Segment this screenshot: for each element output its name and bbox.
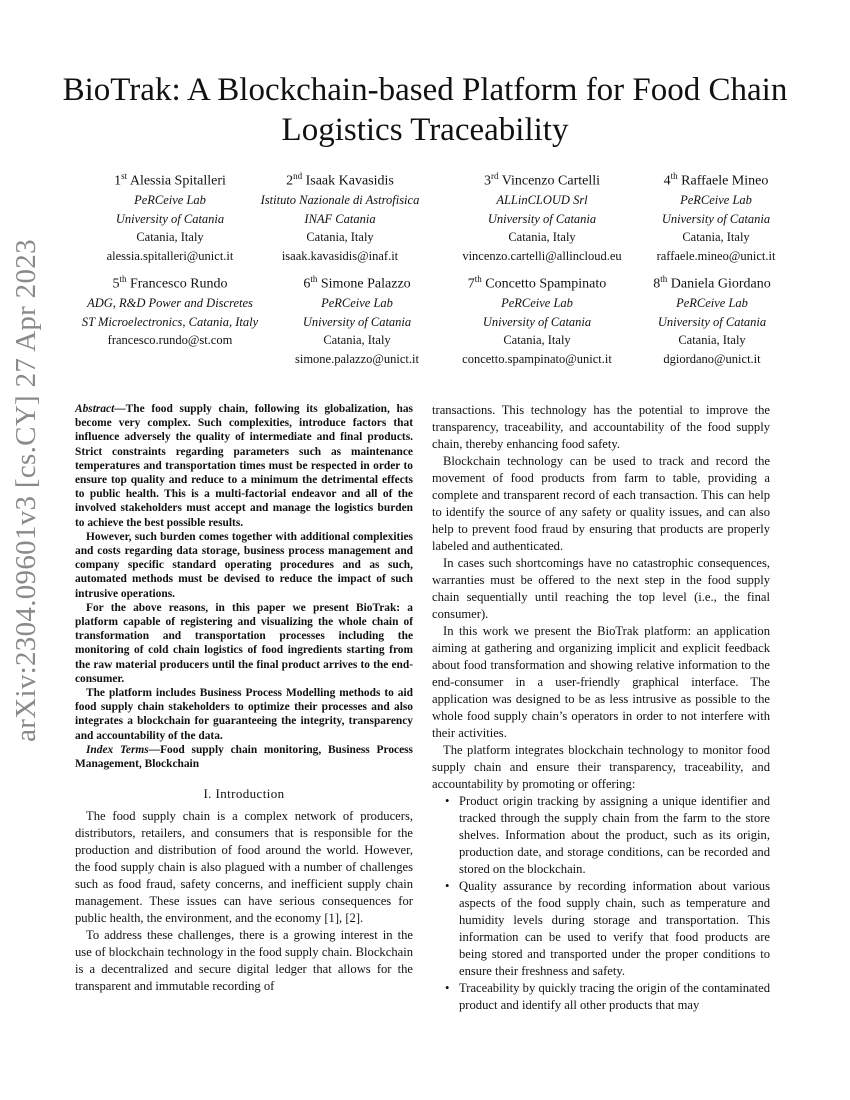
- author-email: concetto.spampinato@unict.it: [462, 351, 612, 366]
- author-email: isaak.kavasidis@inaf.it: [281, 248, 399, 263]
- author-name: 3rd Vincenzo Cartelli: [483, 171, 601, 189]
- abstract-paragraph: The platform includes Business Process Modelling methods to aid food supply chain stakeholders to optimize their processes and also integrates a blockchain for guaranteeing the integrity, transparency and accountability of the data.: [75, 687, 413, 742]
- abstract-label: Abstract: [75, 403, 115, 415]
- author-5: [55, 270, 285, 350]
- author-7: [432, 270, 642, 368]
- author-name: 4th Raffaele Mineo: [663, 171, 769, 189]
- author-affiliation: University of Catania: [302, 314, 412, 329]
- author-affiliation: PeRCeive Lab: [501, 296, 573, 311]
- author-affiliation: INAF Catania: [304, 211, 376, 226]
- author-location: Catania, Italy: [508, 230, 576, 245]
- author-name: 6th Simone Palazzo: [303, 274, 411, 292]
- author-affiliation: PeRCeive Lab: [676, 296, 748, 311]
- author-location: Catania, Italy: [503, 333, 571, 348]
- author-name: 8th Daniela Giordano: [653, 274, 771, 292]
- author-location: Catania, Italy: [682, 230, 750, 245]
- list-item: • Product origin tracking by assigning a unique identifier and tracked through the supply chain from the farm to the store shelves. Information about the product, such as its origin, production date, and storage conditions, can be recorded and stored on the blockchain.: [459, 793, 770, 878]
- arxiv-identifier-text: arXiv:2304.09601v3 [cs.CY] 27 Apr 2023: [9, 238, 42, 742]
- author-3: [422, 167, 662, 265]
- author-location: Catania, Italy: [678, 333, 746, 348]
- list-item: • Quality assurance by recording information about various aspects of the food supply chain, such as temperature and humidity levels during storage and transportation. This information can be used to verify that food products are being stored and transported under the proper conditions to ensure their freshness and safety.: [459, 878, 770, 980]
- body-paragraph: The food supply chain is a complex network of producers, distributors, retailers, and consumers that is responsible for the production and distribution of food around the world. However, the food supply chain is also plagued with a number of challenges such as food fraud, safety concerns, and inefficient supply chain management. These issues can have serious consequences for public health, the environment, and the economy [1], [2].: [75, 809, 413, 926]
- body-paragraph: To address these challenges, there is a growing interest in the use of blockchain technology in the food supply chain. Blockchain is a decentralized and secure digital ledger that allows for the transparent and immutable recording of: [75, 928, 413, 994]
- author-name: 7th Concetto Spampinato: [467, 274, 607, 292]
- author-affiliation: ADG, R&D Power and Discretes: [87, 296, 253, 311]
- abstract: [75, 402, 413, 771]
- abstract-paragraph: Abstract—The food supply chain, following its globalization, has become very complex. Such complexities, introduce factors that influence adversely the quality of intermediate and final products. Strict constraints regarding parameters such as maintenance temperatures and transportation times must be respected in order to ensure top quality and reduce to a minimum the detrimental effects to public health. This is a multi-factorial endeavor and all of the involved stakeholders must accept and manage the logistics burden to achieve the best possible results.: [75, 403, 413, 529]
- author-location: Catania, Italy: [136, 230, 204, 245]
- author-name: 1st Alessia Spitalleri: [114, 171, 226, 189]
- author-4: [627, 167, 805, 265]
- feature-list: [432, 793, 770, 1014]
- author-affiliation: PeRCeive Lab: [321, 296, 393, 311]
- author-affiliation: University of Catania: [661, 211, 771, 226]
- author-location: Catania, Italy: [323, 333, 391, 348]
- author-affiliation: University of Catania: [657, 314, 767, 329]
- body-paragraph: The platform integrates blockchain technology to monitor food supply chain and ensure their transparency, traceability, and accountability by promoting or offering:: [432, 743, 770, 791]
- author-name: 5th Francesco Rundo: [112, 274, 228, 292]
- author-email: simone.palazzo@unict.it: [295, 351, 419, 366]
- author-email: vincenzo.cartelli@allincloud.eu: [462, 248, 622, 263]
- left-column: [75, 402, 413, 995]
- author-affiliation: University of Catania: [487, 211, 597, 226]
- author-2: [225, 167, 455, 265]
- author-affiliation: PeRCeive Lab: [680, 193, 752, 208]
- author-affiliation: PeRCeive Lab: [134, 193, 206, 208]
- list-item: • Traceability by quickly tracing the origin of the contaminated product and identify all other products that may: [459, 980, 770, 1014]
- author-email: francesco.rundo@st.com: [107, 333, 233, 348]
- paper-title: BioTrak: A Blockchain-based Platform for Food Chain Logistics Traceability: [62, 72, 788, 148]
- body-paragraph: transactions. This technology has the potential to improve the transparency, traceability, and accountability of the food supply chain, thereby enhancing food safety.: [432, 403, 770, 451]
- index-terms-label: Index Terms: [86, 743, 149, 756]
- author-email: raffaele.mineo@unict.it: [656, 248, 776, 263]
- body-paragraph: In this work we present the BioTrak platform: an application aiming at gathering and organizing implicit and explicit feedback about food transformation and showing relative information to the end-consumer in a user-friendly graphical interface. The application was designed to be as less intrusive as possible to the whole food supply chain’s operators in order to not interfere with their activities.: [432, 624, 770, 740]
- author-8: [617, 270, 807, 368]
- author-email: dgiordano@unict.it: [663, 351, 761, 366]
- section-heading-introduction: I. Introduction: [203, 786, 285, 802]
- body-paragraph: In cases such shortcomings have no catastrophic consequences, warranties must be offered to the next step in the food supply chain sequentially until reaching the top level (i.e., the final consumer).: [432, 556, 770, 621]
- index-terms: Index Terms—Food supply chain monitoring, Business Process Management, Blockchain: [75, 743, 413, 771]
- abstract-paragraph: For the above reasons, in this paper we present BioTrak: a platform capable of registering and visualizing the whole chain of transformation and transportation processes including the monitoring of cold chain logistics of food ingredients starting from the raw material producers until the final product arrives to the end-consumer.: [75, 601, 413, 685]
- author-location: Catania, Italy: [306, 230, 374, 245]
- author-affiliation: University of Catania: [115, 211, 225, 226]
- author-name: 2nd Isaak Kavasidis: [286, 171, 394, 189]
- arxiv-identifier: [6, 238, 46, 742]
- author-affiliation: ST Microelectronics, Catania, Italy: [81, 314, 259, 329]
- author-6: [262, 270, 452, 368]
- abstract-paragraph: However, such burden comes together with additional complexities and costs regarding data storage, business process management and company specific standard operating procedures and as such, automated methods must be devised to reduce the impact of such intrusive operations.: [75, 530, 413, 600]
- author-affiliation: University of Catania: [482, 314, 592, 329]
- author-affiliation: Istituto Nazionale di Astrofisica: [260, 193, 420, 208]
- author-email: alessia.spitalleri@unict.it: [106, 248, 234, 263]
- right-column: [432, 402, 770, 1014]
- body-paragraph: Blockchain technology can be used to track and record the movement of food products from farm to table, providing a complete and transparent record of each transaction. This can help to identify the source of any safety or quality issues, and can also help to prevent food fraud by ensuring that products are properly labeled and authenticated.: [432, 454, 770, 553]
- author-affiliation: ALLinCLOUD Srl: [496, 193, 588, 208]
